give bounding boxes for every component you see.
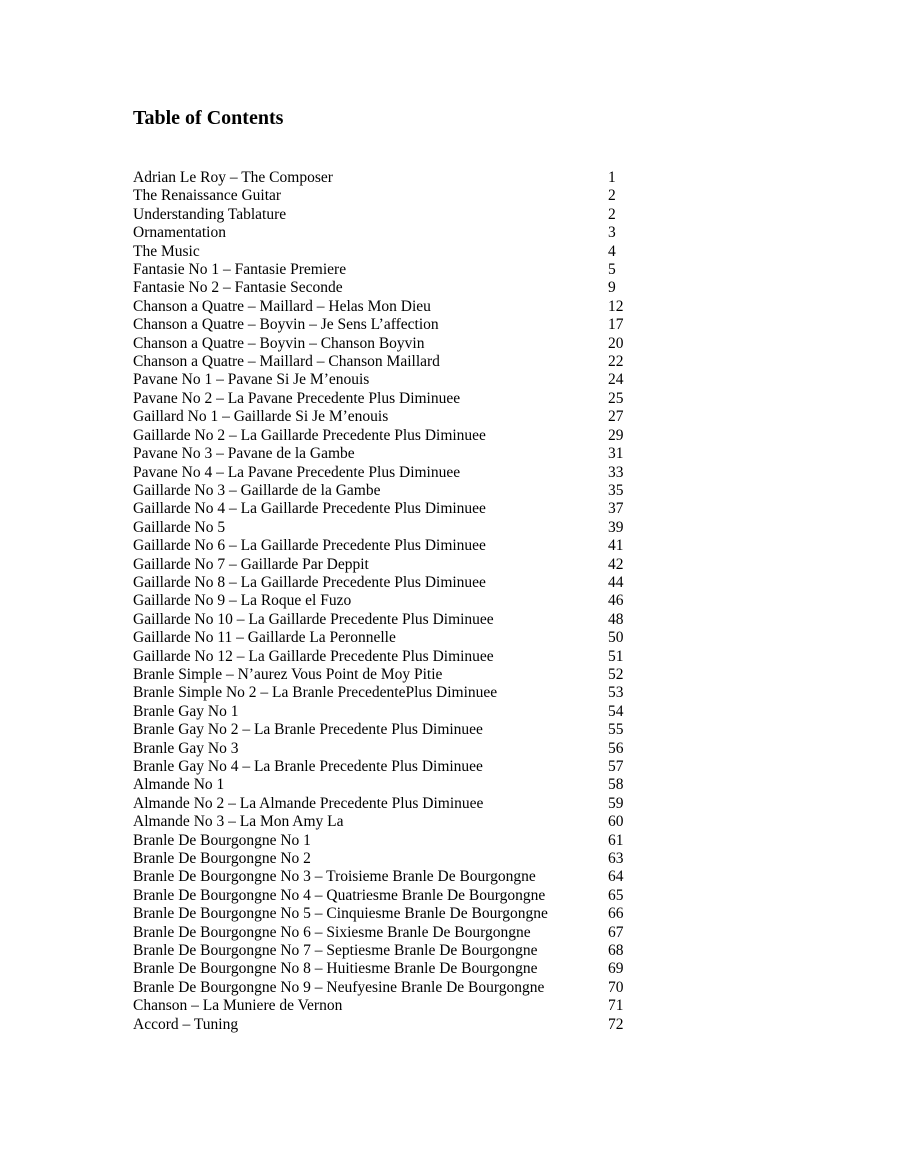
toc-entry-page-number: 50: [608, 629, 624, 647]
toc-entry-title: Chanson a Quatre – Maillard – Helas Mon Dieu: [133, 297, 431, 315]
toc-entry: [133, 832, 653, 850]
toc-entry-title: Chanson a Quatre – Boyvin – Je Sens L’affection: [133, 316, 439, 334]
toc-entry-title: Branle Gay No 1: [133, 702, 239, 720]
toc-entry: [133, 942, 653, 960]
toc-entry: [133, 960, 653, 978]
toc-entry-title: Gaillarde No 9 – La Roque el Fuzo: [133, 592, 352, 610]
toc-entry: [133, 316, 653, 334]
toc-entry-page-number: 61: [608, 831, 624, 849]
toc-entry-title: Branle De Bourgongne No 6 – Sixiesme Branle De Bourgongne: [133, 923, 531, 941]
toc-entry-title: Fantasie No 1 – Fantasie Premiere: [133, 261, 347, 279]
toc-entry-page-number: 67: [608, 923, 624, 941]
toc-entry-title: The Music: [133, 242, 200, 260]
toc-entry-page-number: 22: [608, 353, 624, 371]
toc-entry-title: Gaillarde No 11 – Gaillarde La Peronnelle: [133, 629, 396, 647]
toc-entry: [133, 537, 653, 555]
toc-entry-title: Branle Simple No 2 – La Branle PrecedentePlus Diminuee: [133, 684, 498, 702]
toc-entry: [133, 353, 653, 371]
toc-entry: [133, 427, 653, 445]
toc-entry-title: Almande No 1: [133, 776, 225, 794]
toc-entry-title: Fantasie No 2 – Fantasie Seconde: [133, 279, 343, 297]
toc-entry-title: Chanson – La Muniere de Vernon: [133, 997, 343, 1015]
toc-entry-page-number: 65: [608, 886, 624, 904]
toc-entry: [133, 390, 653, 408]
toc-entry: [133, 721, 653, 739]
toc-entry-title: Branle De Bourgongne No 1: [133, 831, 311, 849]
toc-entry-page-number: 68: [608, 942, 624, 960]
toc-entry: [133, 611, 653, 629]
toc-entry-page-number: 3: [608, 224, 616, 242]
toc-entry: [133, 740, 653, 758]
toc-entry-page-number: 2: [608, 187, 616, 205]
toc-entry: [133, 924, 653, 942]
toc-entry: [133, 629, 653, 647]
toc-entry-page-number: 2: [608, 205, 616, 223]
toc-entry-title: Branle Gay No 4 – La Branle Precedente Plus Diminuee: [133, 758, 483, 775]
toc-entry: [133, 408, 653, 426]
toc-entry-page-number: 27: [608, 408, 624, 426]
toc-entry-title: Branle De Bourgongne No 7 – Septiesme Branle De Bourgongne: [133, 942, 538, 960]
page-title: Table of Contents: [133, 107, 284, 129]
toc-entry: [133, 905, 653, 923]
toc-entry-page-number: 56: [608, 739, 624, 757]
toc-entry-title: Gaillarde No 4 – La Gaillarde Precedente Plus Diminuee: [133, 500, 486, 518]
toc-entry-page-number: 64: [608, 868, 624, 886]
toc-entry-title: Pavane No 1 – Pavane Si Je M’enouis: [133, 371, 370, 389]
toc-entry: [133, 224, 653, 242]
toc-entry: [133, 482, 653, 500]
toc-entry-title: Gaillarde No 8 – La Gaillarde Precedente Plus Diminuee: [133, 573, 486, 591]
toc-entry: [133, 1016, 653, 1034]
toc-entry-page-number: 46: [608, 592, 624, 610]
toc-entry-page-number: 17: [608, 316, 624, 334]
toc-entry-page-number: 66: [608, 905, 624, 923]
toc-entry: [133, 979, 653, 997]
toc-entry-page-number: 55: [608, 721, 624, 739]
toc-entry-page-number: 54: [608, 702, 624, 720]
toc-entry-title: Gaillard No 1 – Gaillarde Si Je M’enouis: [133, 408, 389, 426]
toc-entry-title: Gaillarde No 10 – La Gaillarde Precedente Plus Diminuee: [133, 610, 494, 628]
toc-entry-page-number: 33: [608, 463, 624, 481]
toc-entry: [133, 666, 653, 684]
toc-entry-title: Branle De Bourgongne No 4 – Quatriesme Branle De Bourgongne: [133, 886, 546, 904]
toc-entry-page-number: 63: [608, 850, 624, 868]
toc-entry-page-number: 72: [608, 1015, 624, 1033]
toc-entry: [133, 556, 653, 574]
toc-entry-page-number: 51: [608, 647, 624, 665]
toc-entry-title: Almande No 3 – La Mon Amy La: [133, 813, 344, 831]
toc-entry-page-number: 29: [608, 426, 624, 444]
toc-entry-title: Ornamentation: [133, 224, 226, 242]
toc-entry-page-number: 70: [608, 978, 624, 996]
toc-entry-title: Pavane No 2 – La Pavane Precedente Plus Diminuee: [133, 389, 461, 407]
toc-entry-page-number: 41: [608, 537, 624, 555]
toc-entry-title: Branle De Bourgongne No 9 – Neufyesine Branle De Bourgongne: [133, 978, 545, 996]
toc-entry: [133, 776, 653, 794]
toc-entry-page-number: 1: [608, 169, 616, 186]
toc-entry: [133, 684, 653, 702]
toc-entry-title: Branle Gay No 2 – La Branle Precedente Plus Diminuee: [133, 721, 483, 739]
toc-entry-title: Branle De Bourgongne No 5 – Cinquiesme Branle De Bourgongne: [133, 905, 548, 923]
toc-entry-page-number: 42: [608, 555, 624, 573]
toc-entry-page-number: 71: [608, 997, 624, 1015]
toc-entry-title: Branle De Bourgongne No 2: [133, 850, 311, 868]
toc-entry-title: Adrian Le Roy – The Composer: [133, 169, 333, 186]
toc-entry-title: Gaillarde No 5: [133, 518, 226, 536]
toc-entry-page-number: 59: [608, 794, 624, 812]
toc-entry-page-number: 5: [608, 261, 616, 279]
toc-entry: [133, 868, 653, 886]
toc-entry-title: Chanson a Quatre – Maillard – Chanson Maillard: [133, 353, 440, 371]
toc-entry: [133, 261, 653, 279]
toc-entry-page-number: 37: [608, 500, 624, 518]
toc-entry-page-number: 39: [608, 518, 624, 536]
toc-entry: [133, 500, 653, 518]
toc-entry: [133, 592, 653, 610]
toc-entry-title: Branle Gay No 3: [133, 739, 239, 757]
toc-entry: [133, 464, 653, 482]
toc-entry-title: Gaillarde No 7 – Gaillarde Par Deppit: [133, 555, 369, 573]
toc-entry: [133, 169, 653, 187]
toc-entry-page-number: 9: [608, 279, 616, 297]
toc-entry: [133, 850, 653, 868]
toc-entry-title: Accord – Tuning: [133, 1015, 239, 1033]
toc-entry-page-number: 35: [608, 481, 624, 499]
toc-entry: [133, 703, 653, 721]
toc-entry-title: Gaillarde No 12 – La Gaillarde Precedente Plus Diminuee: [133, 647, 494, 665]
toc-entry: [133, 795, 653, 813]
toc-entry-page-number: 4: [608, 242, 616, 260]
toc-entry-title: Gaillarde No 3 – Gaillarde de la Gambe: [133, 481, 381, 499]
toc-entry: [133, 298, 653, 316]
toc-entry: [133, 574, 653, 592]
toc-entry-page-number: 60: [608, 813, 624, 831]
toc-entry: [133, 279, 653, 297]
toc-entry: [133, 997, 653, 1015]
toc-entry-title: Almande No 2 – La Almande Precedente Plus Diminuee: [133, 794, 484, 812]
toc-entry-page-number: 52: [608, 665, 624, 683]
toc-entry-page-number: 53: [608, 684, 624, 702]
toc-entry-title: Gaillarde No 6 – La Gaillarde Precedente Plus Diminuee: [133, 537, 486, 555]
toc-entry-title: Branle De Bourgongne No 3 – Troisieme Branle De Bourgongne: [133, 868, 536, 886]
toc-entry-page-number: 20: [608, 334, 624, 352]
toc-entry-page-number: 31: [608, 445, 624, 463]
toc-entry-title: Gaillarde No 2 – La Gaillarde Precedente Plus Diminuee: [133, 426, 486, 444]
toc-entry-page-number: 69: [608, 960, 624, 978]
toc-entry-page-number: 24: [608, 371, 624, 389]
toc-entry-title: Branle De Bourgongne No 8 – Huitiesme Branle De Bourgongne: [133, 960, 538, 978]
toc-entry: [133, 187, 653, 205]
toc-entry: [133, 243, 653, 261]
toc-entry-title: The Renaissance Guitar: [133, 187, 282, 205]
toc-entry-title: Chanson a Quatre – Boyvin – Chanson Boyvin: [133, 334, 425, 352]
toc-entry: [133, 648, 653, 666]
toc-entry-page-number: 58: [608, 776, 624, 794]
toc-entry-page-number: 12: [608, 297, 624, 315]
toc-list: [133, 169, 653, 1034]
toc-entry-title: Branle Simple – N’aurez Vous Point de Moy Pitie: [133, 665, 443, 683]
toc-entry: [133, 887, 653, 905]
toc-entry: [133, 519, 653, 537]
toc-entry-page-number: 44: [608, 573, 624, 591]
toc-entry-page-number: 57: [608, 758, 624, 775]
toc-entry: [133, 335, 653, 353]
toc-entry-title: Pavane No 4 – La Pavane Precedente Plus Diminuee: [133, 463, 461, 481]
toc-entry: [133, 445, 653, 463]
toc-entry: [133, 206, 653, 224]
toc-entry-title: Understanding Tablature: [133, 205, 287, 223]
toc-entry: [133, 758, 653, 776]
toc-entry-title: Pavane No 3 – Pavane de la Gambe: [133, 445, 355, 463]
toc-entry: [133, 371, 653, 389]
toc-entry-page-number: 48: [608, 610, 624, 628]
toc-entry: [133, 813, 653, 831]
toc-entry-page-number: 25: [608, 389, 624, 407]
